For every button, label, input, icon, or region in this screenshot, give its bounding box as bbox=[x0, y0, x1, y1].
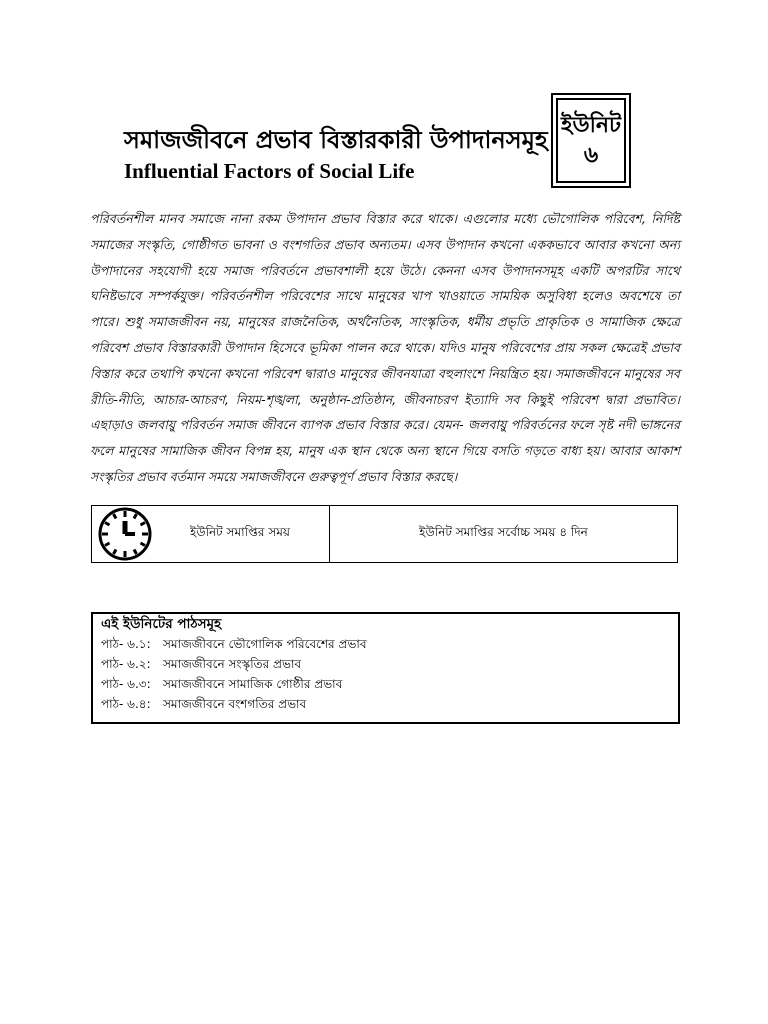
lesson-number: পাঠ- ৬.২: bbox=[101, 657, 151, 671]
lesson-item bbox=[101, 654, 670, 674]
lessons-title: এই ইউনিটের পাঠসমূহ bbox=[101, 616, 222, 632]
time-left-label: ইউনিট সমাপ্তির সময় bbox=[190, 525, 290, 539]
lesson-text: সমাজজীবনে বংশগতির প্রভাব bbox=[163, 697, 307, 711]
intro-paragraph: পরিবর্তনশীল মানব সমাজে নানা রকম উপাদান প্রভাব বিস্তার করে থাকে। এগুলোর মধ্যে ভৌগোলিক পরিবেশ, নির্দিষ্ট সমাজের সংস্কৃতি, গোষ্ঠীগত ভাবনা ও বংশগতির প্রভাব অন্যতম। এসব উপাদান কখনো এককভাবে আবার কখনো অন্য উপাদানের সহযোগী হয়ে সমাজ পরিবর্তনে প্রভাবশালী হয়ে উঠে। কেননা এসব উপাদানসমূহ একটি অপরটির সাথে ঘনিষ্টভাবে সম্পর্কযুক্ত। পরিবর্তনশীল পরিবেশের সাথে মানুষের খাপ খাওয়াতে সাময়িক অসুবিধা হলেও অবশেষে তা পারে। শুধু সমাজজীবন নয়, মানুষের রাজনৈতিক, অর্থনৈতিক, সাংস্কৃতিক, ধর্মীয় প্রভৃতি প্রাকৃতিক ও সামাজিক ক্ষেত্রে পরিবেশ প্রভাব বিস্তারকারী উপাদান হিসেবে ভূমিকা পালন করে থাকে। যদিও মানুষ পরিবেশের প্রায় সকল ক্ষেত্রেই প্রভাব বিস্তার করে তথাপি কখনো কখনো পরিবেশ দ্বারাও মানুষের জীবনযাত্রা বহুলাংশে নিয়ন্ত্রিত হয়। সমাজজীবনে মানুষের সব রীতি-নীতি, আচার-আচরণ, নিয়ম-শৃঙ্খলা, অনুষ্ঠান-প্রতিষ্ঠান, জীবনাচরণ ইত্যাদি সব কিছুই পরিবেশ দ্বারা প্রভাবিত। এছাড়াও জলবায়ু পরিবর্তন সমাজ জীবনে ব্যাপক প্রভাব বিস্তার করে। যেমন- জলবায়ু পরিবর্তনের ফলে সৃষ্ট নদী ভাঙ্গনের ফলে মানুষের সামাজিক জীবন বিপন্ন হয়, মানুষ এক স্থান থেকে অন্য স্থানে গিয়ে বসতি গড়তে বাধ্য হয়। আবার আকাশ সংস্কৃতির প্রভাব বর্তমান সময়ে সমাজজীবনে গুরুত্বপূর্ণ প্রভাব বিস্তার করছে। bbox=[90, 211, 680, 484]
lesson-number: পাঠ- ৬.৩: bbox=[101, 677, 151, 691]
time-left-cell bbox=[92, 506, 330, 562]
unit-badge bbox=[551, 93, 631, 188]
page-title-bangla: সমাজজীবনে প্রভাব বিস্তারকারী উপাদানসমূহ bbox=[124, 126, 548, 154]
unit-badge-inner bbox=[556, 98, 626, 183]
lesson-text: সমাজজীবনে ভৌগোলিক পরিবেশের প্রভাব bbox=[163, 637, 367, 651]
lessons-box bbox=[91, 612, 680, 724]
lesson-text: সমাজজীবনে সামাজিক গোষ্ঠীর প্রভাব bbox=[163, 677, 343, 691]
page-title-english: Influential Factors of Social Life bbox=[124, 159, 415, 183]
lesson-text: সমাজজীবনে সংস্কৃতির প্রভাব bbox=[163, 657, 302, 671]
lesson-item bbox=[101, 634, 670, 654]
lesson-number: পাঠ- ৬.৪: bbox=[101, 697, 151, 711]
time-right-label: ইউনিট সমাপ্তির সর্বোচ্চ সময় ৪ দিন bbox=[419, 525, 588, 539]
lesson-item bbox=[101, 674, 670, 694]
unit-number: ৬ bbox=[583, 142, 599, 168]
unit-label: ইউনিট bbox=[561, 112, 621, 138]
time-right-cell bbox=[330, 506, 677, 562]
lesson-item bbox=[101, 694, 670, 714]
unit-time-table bbox=[91, 505, 678, 563]
lesson-number: পাঠ- ৬.১: bbox=[101, 637, 151, 651]
clock-icon bbox=[97, 506, 153, 562]
